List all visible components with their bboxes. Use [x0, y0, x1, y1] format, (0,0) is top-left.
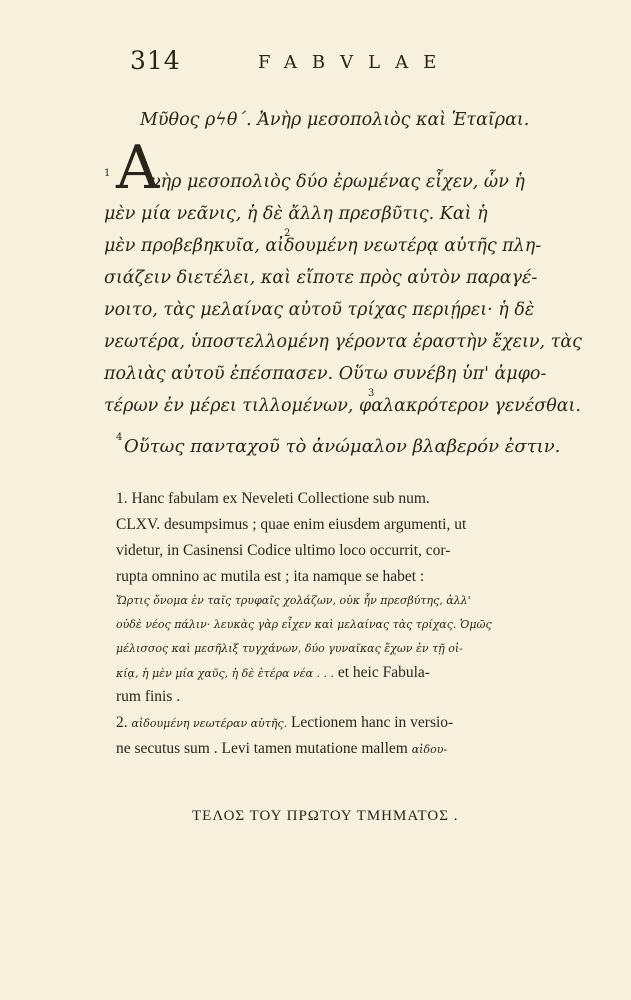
note-marker-4: 4 [116, 432, 123, 443]
note-1-line-5 [116, 664, 430, 682]
note-1-line-3: videtur, in Casinensi Codice ultimo loco occurrit, cor- [116, 542, 451, 559]
note-2-line-2-text: ne secutus sum . Levi tamen mutatione mallem [116, 740, 408, 757]
fable-title: Μῦθος ρϟθ΄. Ἀνὴρ μεσοπολιὸς καὶ Ἑταῖραι. [140, 110, 530, 130]
note-marker-2: 2 [284, 228, 291, 239]
note-1-greek-line-3: μέλισσος καὶ μεσῆλιξ τυγχάνων, δύο γυναῖκας ἔχων ἐν τῇ οἰ- [116, 642, 463, 655]
note-2-tail-greek: αἰδου- [411, 743, 448, 756]
note-2-text: Lectionem hanc in versio- [290, 714, 454, 731]
fable-line-3: μὲν προβεβηκυῖα, αἰδουμένη νεωτέρᾳ αὐτῆς πλη- [104, 236, 542, 256]
fable-line-2: μὲν μία νεᾶνις, ἡ δὲ ἄλλη πρεσβῦτις. Καὶ ἡ [104, 204, 488, 224]
note-1-tail: et heic Fabula- [337, 664, 430, 681]
note-1-greek-line-4: κίᾳ, ἡ μὲν μία χαῦς, ἡ δὲ ἑτέρα νέα . . . [116, 667, 334, 680]
note-2-line-2 [116, 740, 447, 758]
note-1-last-line: rum finis . [116, 688, 181, 705]
fable-line-1: νὴρ μεσοπολιὸς δύο ἐρωμένας εἶχεν, ὧν ἡ [150, 172, 525, 192]
fable-moral: Οὕτως πανταχοῦ τὸ ἀνώμαλον βλαβερόν ἐστιν. [124, 436, 561, 457]
note-1-greek-line-1: Ὥρτις ὄνομα ἐν ταῖς τρυφαῖς χολάζων, οὐκ ἦν πρεσβύτης, ἀλλ' [116, 594, 471, 607]
note-marker-1: 1 [104, 168, 111, 179]
note-1-line-4: rupta omnino ac mutila est ; ita namque se habet : [116, 568, 425, 585]
page-number: 314 [130, 46, 181, 75]
drop-cap: Α [116, 133, 160, 203]
fable-line-8: τέρων ἐν μέρει τιλλομένων, φαλακρότερον γενέσθαι. [104, 396, 581, 416]
fable-line-5: νοιτο, τὰς μελαίνας αὐτοῦ τρίχας περιῄρει· ἡ δὲ [104, 300, 535, 320]
running-head: FABVLAE [258, 52, 452, 73]
note-marker-3: 3 [368, 388, 375, 399]
note-1-line-2: CLXV. desumpsimus ; quae enim eiusdem argumenti, ut [116, 516, 467, 533]
note-1-line-1: 1. Hanc fabulam ex Neveleti Collectione sub num. [116, 490, 430, 507]
fable-line-4: σιάζειν διετέλει, καὶ εἴποτε πρὸς αὐτὸν παραγέ- [104, 268, 538, 288]
note-2-line-1 [116, 714, 453, 732]
fable-line-7: πολιὰς αὐτοῦ ἐπέσπασεν. Οὕτω συνέβη ὑπ' ἀμφο- [104, 364, 547, 384]
note-1-greek-line-2: οὐδὲ νέος πάλιν· λευκὰς γὰρ εἶχεν καὶ μελαίνας τὰς τρίχας. Ὁμῶς [116, 618, 492, 631]
section-end-title: ΤΕΛΟΣ ΤΟΥ ΠΡΩΤΟΥ ΤΜΗΜΑΤΟΣ . [192, 808, 459, 824]
note-2-greek: αἰδουμένη νεωτέραν αὐτῆς. [131, 717, 288, 730]
note-2-number: 2. [116, 714, 128, 731]
fable-line-6: νεωτέρα, ὑποστελλομένη γέροντα ἐραστὴν ἔχειν, τὰς [104, 332, 582, 352]
